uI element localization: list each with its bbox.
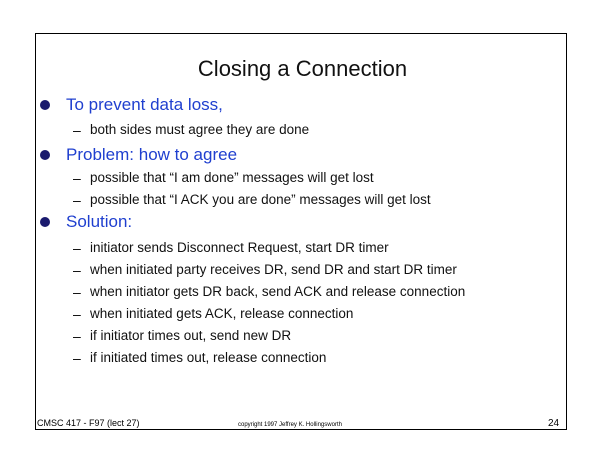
dash-icon: – (73, 350, 81, 366)
bullet-text: Problem: how to agree (66, 145, 238, 164)
footer-copyright: copyright 1997 Jeffrey K. Hollingsworth (238, 422, 342, 428)
sub-item-text: possible that “I ACK you are done” messages will get lost (90, 192, 431, 207)
bullet-dot-icon (40, 217, 50, 227)
slide-title: Closing a Connection (197, 56, 408, 81)
sub-item (73, 122, 309, 138)
dash-icon: – (73, 240, 81, 256)
sub-item-text: if initiated times out, release connection (90, 350, 327, 365)
bullet-item (40, 95, 223, 115)
sub-item (73, 328, 291, 344)
dash-icon: – (73, 262, 81, 278)
dash-icon: – (73, 306, 81, 322)
bullet-item (40, 212, 132, 232)
sub-item (73, 170, 374, 186)
sub-item (73, 192, 431, 208)
dash-icon: – (73, 192, 81, 208)
page-number: 24 (548, 418, 560, 429)
sub-item-text: possible that “I am done” messages will get lost (90, 170, 374, 185)
sub-item-text: initiator sends Disconnect Request, start DR timer (90, 240, 389, 255)
sub-item-text: both sides must agree they are done (90, 122, 310, 137)
dash-icon: – (73, 328, 81, 344)
sub-item (73, 284, 465, 300)
bullet-item (40, 145, 237, 165)
dash-icon: – (73, 170, 81, 186)
dash-icon: – (73, 284, 81, 300)
bullet-dot-icon (40, 150, 50, 160)
sub-item (73, 350, 326, 366)
dash-icon: – (73, 122, 81, 138)
sub-item (73, 306, 353, 322)
sub-item-text: if initiator times out, send new DR (90, 328, 292, 343)
sub-item-text: when initiated party receives DR, send DR and start DR timer (90, 262, 457, 277)
sub-item (73, 262, 457, 278)
sub-item (73, 240, 389, 256)
sub-item-text: when initiated gets ACK, release connection (90, 306, 354, 321)
sub-item-text: when initiator gets DR back, send ACK and release connection (90, 284, 466, 299)
bullet-dot-icon (40, 100, 50, 110)
footer-course: CMSC 417 - F97 (lect 27) (37, 418, 140, 428)
bullet-text: To prevent data loss, (66, 95, 223, 114)
bullet-text: Solution: (66, 212, 133, 231)
